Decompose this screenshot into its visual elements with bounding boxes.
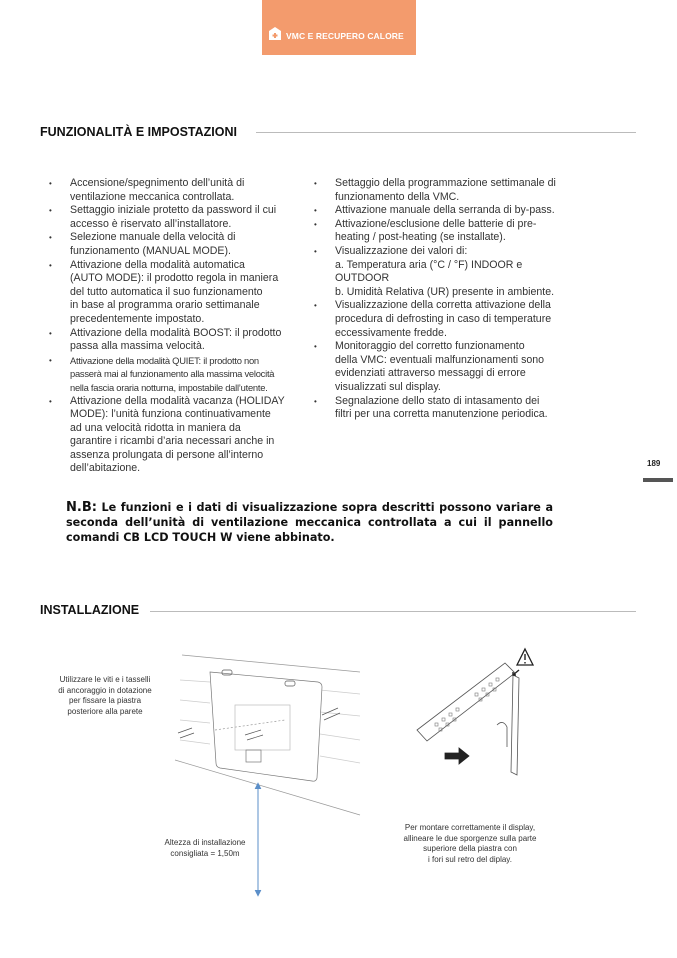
list-item: • Monitoraggio del corretto funzionamento della VMC: eventuali malfunzionamenti sono evidenziati attraverso messaggi di errore visualizzati sul display. bbox=[314, 340, 589, 394]
house-plus-icon bbox=[268, 26, 282, 41]
caption-height: Altezza di installazione consigliata = 1,50m bbox=[164, 838, 246, 858]
page-number: 189 bbox=[647, 459, 661, 468]
warning-icon bbox=[517, 649, 533, 665]
category-label: VMC E RECUPERO CALORE bbox=[286, 31, 404, 41]
list-item: • Attivazione della modalità automatica (AUTO MODE): il prodotto regola in maniera del tutto automatica il suo funzionamento in base al programma orario settimanale precedentemente impostato. bbox=[49, 259, 309, 327]
display-mount-illustration bbox=[415, 645, 540, 780]
page-marker bbox=[643, 478, 673, 482]
list-item: • Segnalazione dello stato di intasamento dei filtri per una corretta manutenzione periodica. bbox=[314, 395, 589, 422]
list-item: • Selezione manuale della velocità di funzionamento (MANUAL MODE). bbox=[49, 231, 309, 258]
caption-screws: Utilizzare le viti e i tasselli di ancoraggio in dotazione per fissare la piastra posteriore alla parete bbox=[58, 675, 152, 716]
list-item: • Attivazione/esclusione delle batterie di pre- heating / post-heating (se installate). bbox=[314, 218, 589, 245]
section-title-functions: FUNZIONALITÀ E IMPOSTAZIONI bbox=[40, 125, 237, 139]
list-item: • Attivazione manuale della serranda di by-pass. bbox=[314, 204, 589, 218]
section-title-installation: INSTALLAZIONE bbox=[40, 603, 140, 617]
list-item: • Attivazione della modalità QUIET: il prodotto non passerà mai al funzionamento alla massima velocità nella fascia oraria notturna, impostabile dall’utente. bbox=[49, 354, 309, 395]
list-item: • Settaggio della programmazione settimanale di funzionamento della VMC. bbox=[314, 177, 589, 204]
wall-mount-illustration bbox=[170, 650, 370, 900]
list-item: • Accensione/spegnimento dell’unità di ventilazione meccanica controllata. bbox=[49, 177, 309, 204]
divider bbox=[256, 132, 636, 133]
list-item: • Visualizzazione dei valori di: a. Temperatura aria (°C / °F) INDOOR e OUTDOOR b. Umidità Relativa (UR) presente in ambiente. bbox=[314, 245, 589, 299]
list-item: • Settaggio iniziale protetto da password il cui accesso è riservato all’installatore. bbox=[49, 204, 309, 231]
functions-list-right bbox=[314, 177, 589, 422]
category-tag bbox=[262, 0, 416, 55]
note bbox=[66, 500, 553, 545]
list-item: • Attivazione della modalità vacanza (HOLIDAY MODE): l’unità funziona continuativamente ad una velocità ridotta in maniera da garantire i ricambi d’aria necessari anche in assenza prolungata di persone all’interno dell’abitazione. bbox=[49, 395, 309, 477]
functions-list-left bbox=[49, 177, 309, 476]
divider bbox=[150, 611, 636, 612]
caption-display: Per montare correttamente il display, allineare le due sporgenze sulla parte superiore della piastra con i fori sul retro del diplay. bbox=[403, 823, 537, 864]
list-item: • Attivazione della modalità BOOST: il prodotto passa alla massima velocità. bbox=[49, 327, 309, 354]
note-text: Le funzioni e i dati di visualizzazione sopra descritti possono variare a seconda dell’unità di ventilazione meccanica controllata a cui il pannello comandi CB LCD TOUCH W viene abbinato. bbox=[66, 501, 553, 544]
note-lead: N.B: bbox=[66, 500, 97, 515]
list-item: • Visualizzazione della corretta attivazione della procedura di defrosting in caso di temperature eccessivamente fredde. bbox=[314, 299, 589, 340]
